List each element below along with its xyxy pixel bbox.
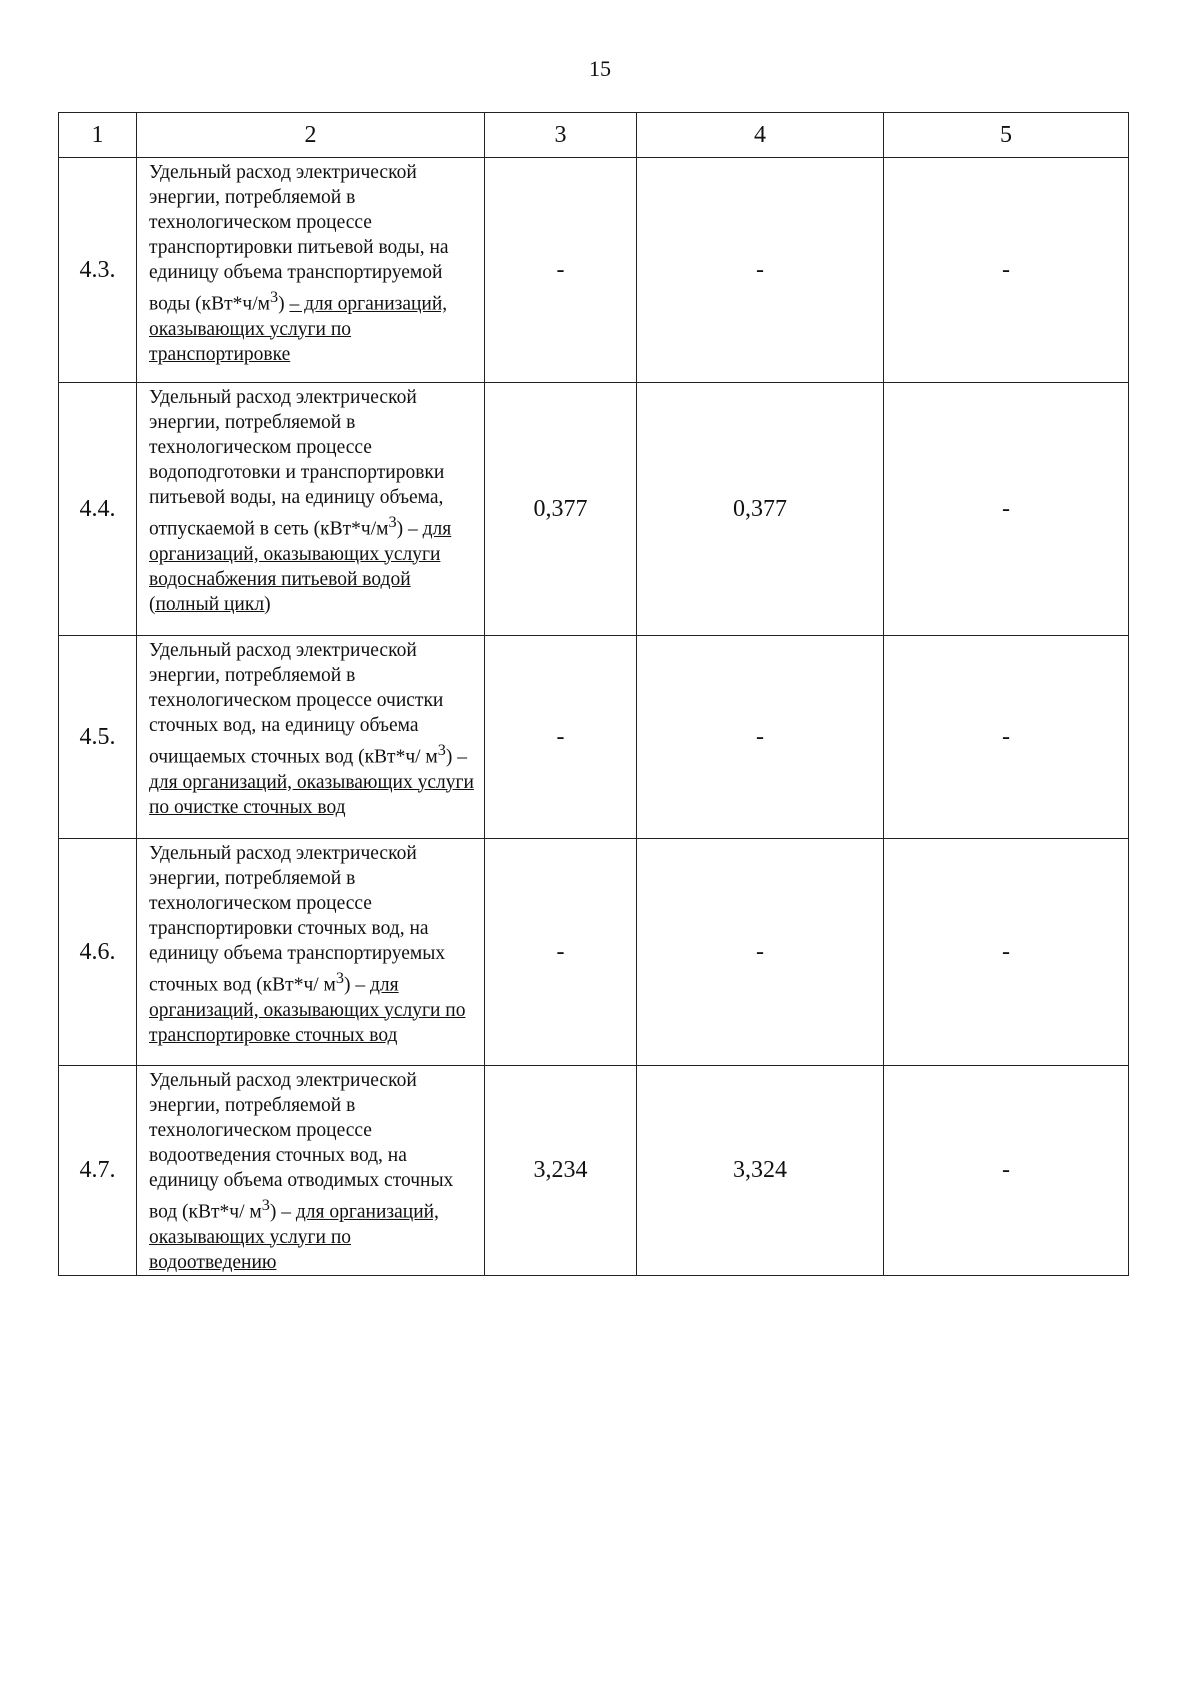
column-header: 2 [137, 113, 485, 158]
column-header: 4 [637, 113, 884, 158]
value-col4: 0,377 [637, 383, 884, 636]
page-number: 15 [589, 56, 611, 81]
description-underlined: для организаций, оказывающих услуги по транспортировке сточных вод [149, 974, 466, 1046]
value-col3: 3,234 [485, 1066, 637, 1276]
value-col5: - [884, 636, 1129, 839]
column-header: 5 [884, 113, 1129, 158]
value-col3: 0,377 [485, 383, 637, 636]
row-number: 4.5. [59, 636, 137, 839]
row-number: 4.4. [59, 383, 137, 636]
superscript: 3 [388, 513, 397, 531]
row-description [137, 636, 485, 839]
description-text: ) [278, 293, 290, 315]
description-underlined: для организаций, оказывающих услуги по очистке сточных вод [149, 771, 474, 818]
value-col3: - [485, 839, 637, 1066]
table-row [59, 636, 1129, 839]
column-header: 1 [59, 113, 137, 158]
value-col5: - [884, 383, 1129, 636]
value-col5: - [884, 839, 1129, 1066]
value-col4: - [637, 839, 884, 1066]
column-header: 3 [485, 113, 637, 158]
table-row [59, 839, 1129, 1066]
value-col3: - [485, 636, 637, 839]
table-row [59, 158, 1129, 383]
description-text: Удельный расход электрической энергии, потребляемой в технологическом процессе водоподготовки и транспортировки питьевой воды, на единицу объема, отпускаемой в сеть (кВт*ч/м [149, 387, 445, 540]
value-col4: - [637, 636, 884, 839]
value-col5: - [884, 158, 1129, 383]
superscript: 3 [269, 288, 279, 306]
value-col3: - [485, 158, 637, 383]
description-underlined: для организаций, оказывающих услуги по водоотведению [149, 1201, 439, 1273]
description-text: ) – [396, 518, 423, 540]
row-number: 4.6. [59, 839, 137, 1066]
description-text: Удельный расход электрической энергии, потребляемой в технологическом процессе транспортировки сточных вод, на единицу объема транспортируемых сточных вод (кВт*ч/ м [149, 843, 446, 996]
table-row [59, 383, 1129, 636]
superscript: 3 [437, 741, 446, 759]
description-text: Удельный расход электрической энергии, потребляемой в технологическом процессе очистки сточных вод, на единицу объема очищаемых сточных вод (кВт*ч/ м [149, 640, 444, 768]
description-text: ) – [445, 746, 468, 768]
value-col4: - [637, 158, 884, 383]
description-underlined: для организаций, оказывающих услуги водоснабжения питьевой водой (полный цикл) [149, 518, 452, 615]
superscript: 3 [335, 969, 345, 987]
description-text: ) – [344, 974, 371, 996]
description-underlined: – для организаций, оказывающих услуги по транспортировке [149, 293, 448, 365]
description-text: Удельный расход электрической энергии, потребляемой в технологическом процессе транспортировки питьевой воды, на единицу объема транспортируемой воды (кВт*ч/м [149, 162, 449, 315]
table-row [59, 1066, 1129, 1276]
row-number: 4.3. [59, 158, 137, 383]
description-text: Удельный расход электрической энергии, потребляемой в технологическом процессе водоотведения сточных вод, на единицу объема отводимых сточных вод (кВт*ч/ м [149, 1070, 454, 1223]
indicators-table [58, 112, 1129, 1276]
row-number: 4.7. [59, 1066, 137, 1276]
row-description [137, 158, 485, 383]
description-text: ) – [269, 1201, 296, 1223]
table-header-row [59, 113, 1129, 158]
value-col5: - [884, 1066, 1129, 1276]
value-col4: 3,324 [637, 1066, 884, 1276]
row-description [137, 1066, 485, 1276]
row-description [137, 383, 485, 636]
superscript: 3 [261, 1196, 270, 1214]
row-description [137, 839, 485, 1066]
